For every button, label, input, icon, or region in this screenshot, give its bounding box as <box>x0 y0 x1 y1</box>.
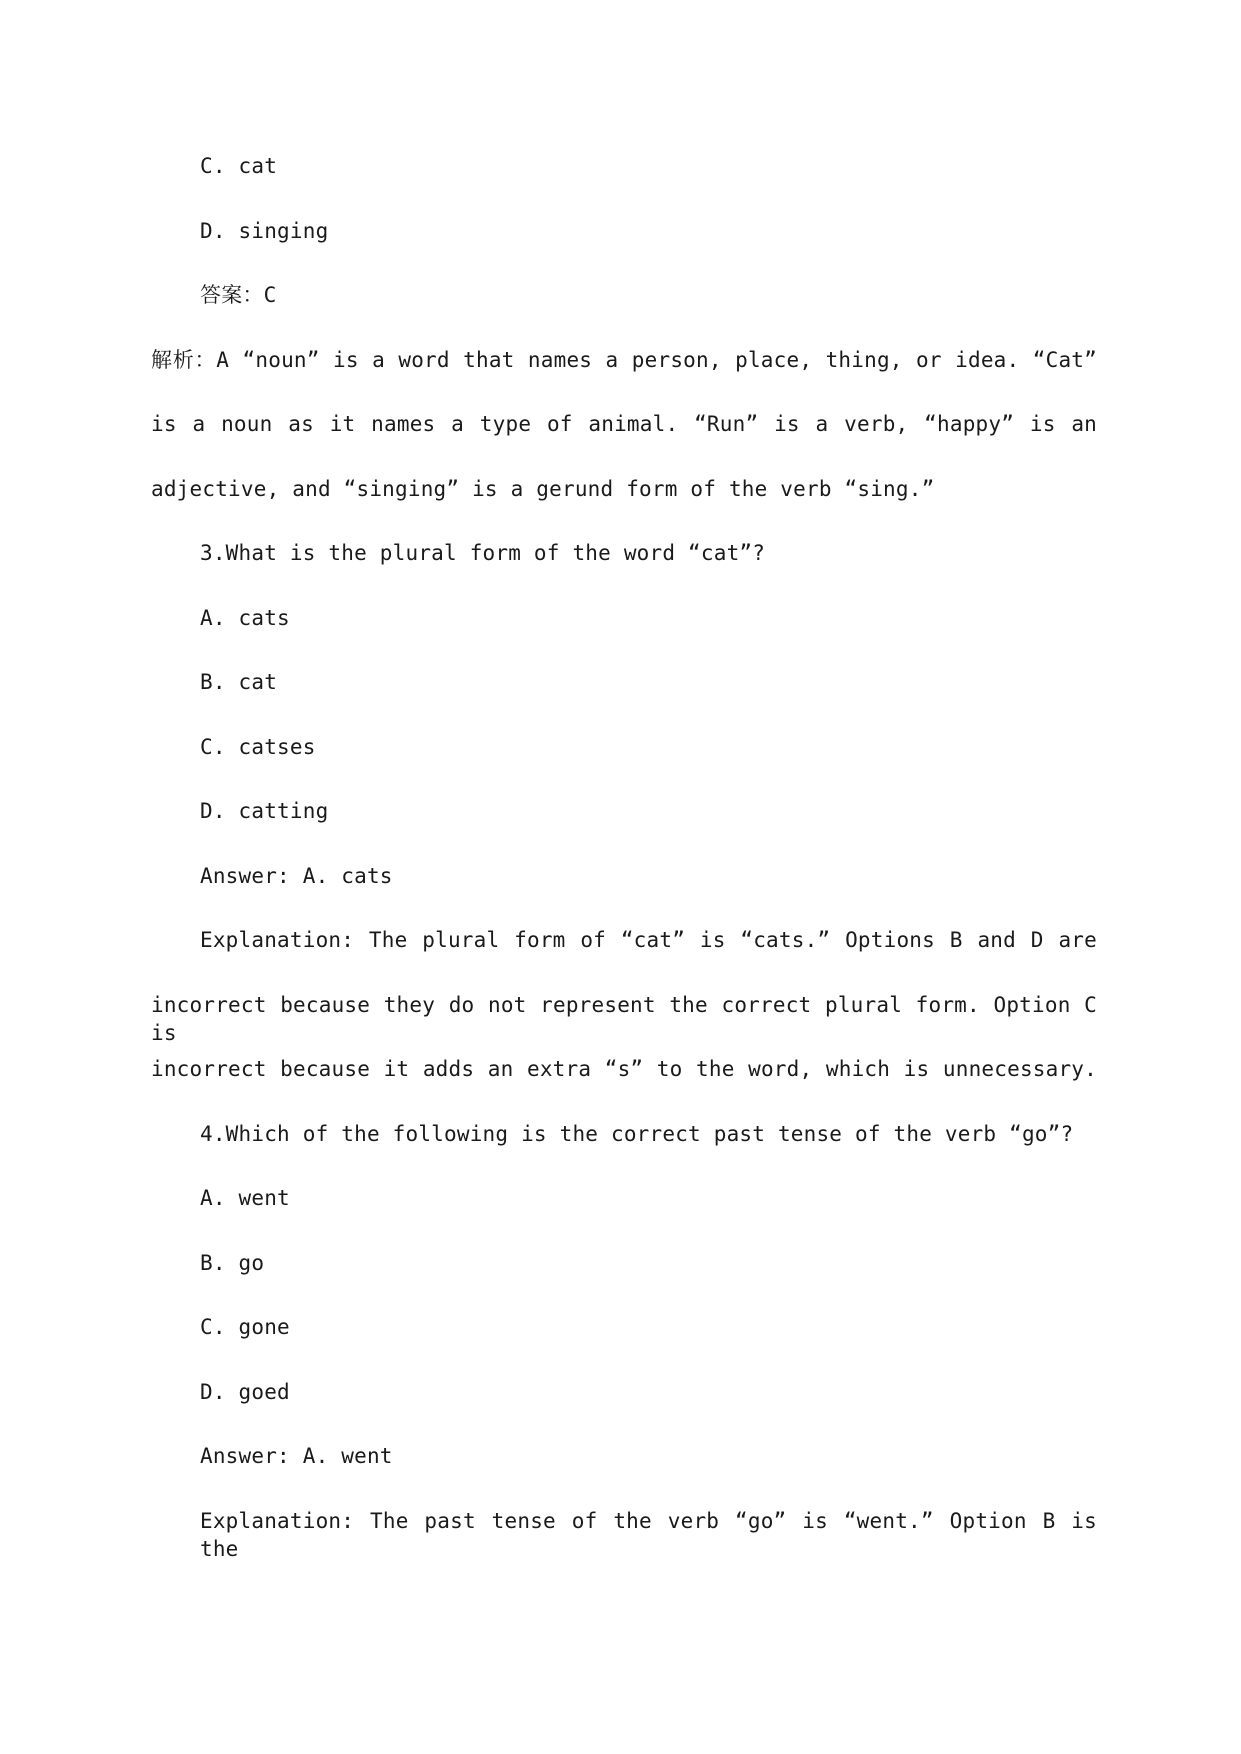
q4-option-c: C. gone <box>200 1315 290 1339</box>
q4-option-b: B. go <box>200 1251 265 1275</box>
q4-answer: Answer: A. went <box>200 1444 393 1468</box>
q2-explanation-line-1: 解析：A “noun” is a word that names a person, place, thing, or idea. “Cat” <box>151 348 1097 372</box>
q3-option-b: B. cat <box>200 670 278 694</box>
q4-explanation-line-1: Explanation: The past tense of the verb “go” is “went.” Option B is the <box>200 1509 1097 1561</box>
q3-explanation-line-1: Explanation: The plural form of “cat” is “cats.” Options B and D are <box>200 928 1097 952</box>
q2-option-d: D. singing <box>200 219 329 243</box>
q2-explanation-line-2: is a noun as it names a type of animal. “Run” is a verb, “happy” is an <box>151 412 1097 436</box>
q2-answer: 答案：C <box>200 283 277 307</box>
q3-explanation-line-3: incorrect because it adds an extra “s” to the word, which is unnecessary. <box>151 1057 1097 1081</box>
q3-option-c: C. catses <box>200 735 316 759</box>
q4-question: 4.Which of the following is the correct past tense of the verb “go”? <box>200 1122 1074 1146</box>
q3-option-d: D. catting <box>200 799 329 823</box>
q4-option-d: D. goed <box>200 1380 290 1404</box>
q2-explanation-line-3: adjective, and “singing” is a gerund form of the verb “sing.” <box>151 477 935 501</box>
q3-option-a: A. cats <box>200 606 290 630</box>
q3-question: 3.What is the plural form of the word “cat”? <box>200 541 766 565</box>
q3-explanation-line-2: incorrect because they do not represent the correct plural form. Option C is <box>151 993 1097 1045</box>
q3-answer: Answer: A. cats <box>200 864 393 888</box>
q4-option-a: A. went <box>200 1186 290 1210</box>
q2-option-c: C. cat <box>200 154 278 178</box>
